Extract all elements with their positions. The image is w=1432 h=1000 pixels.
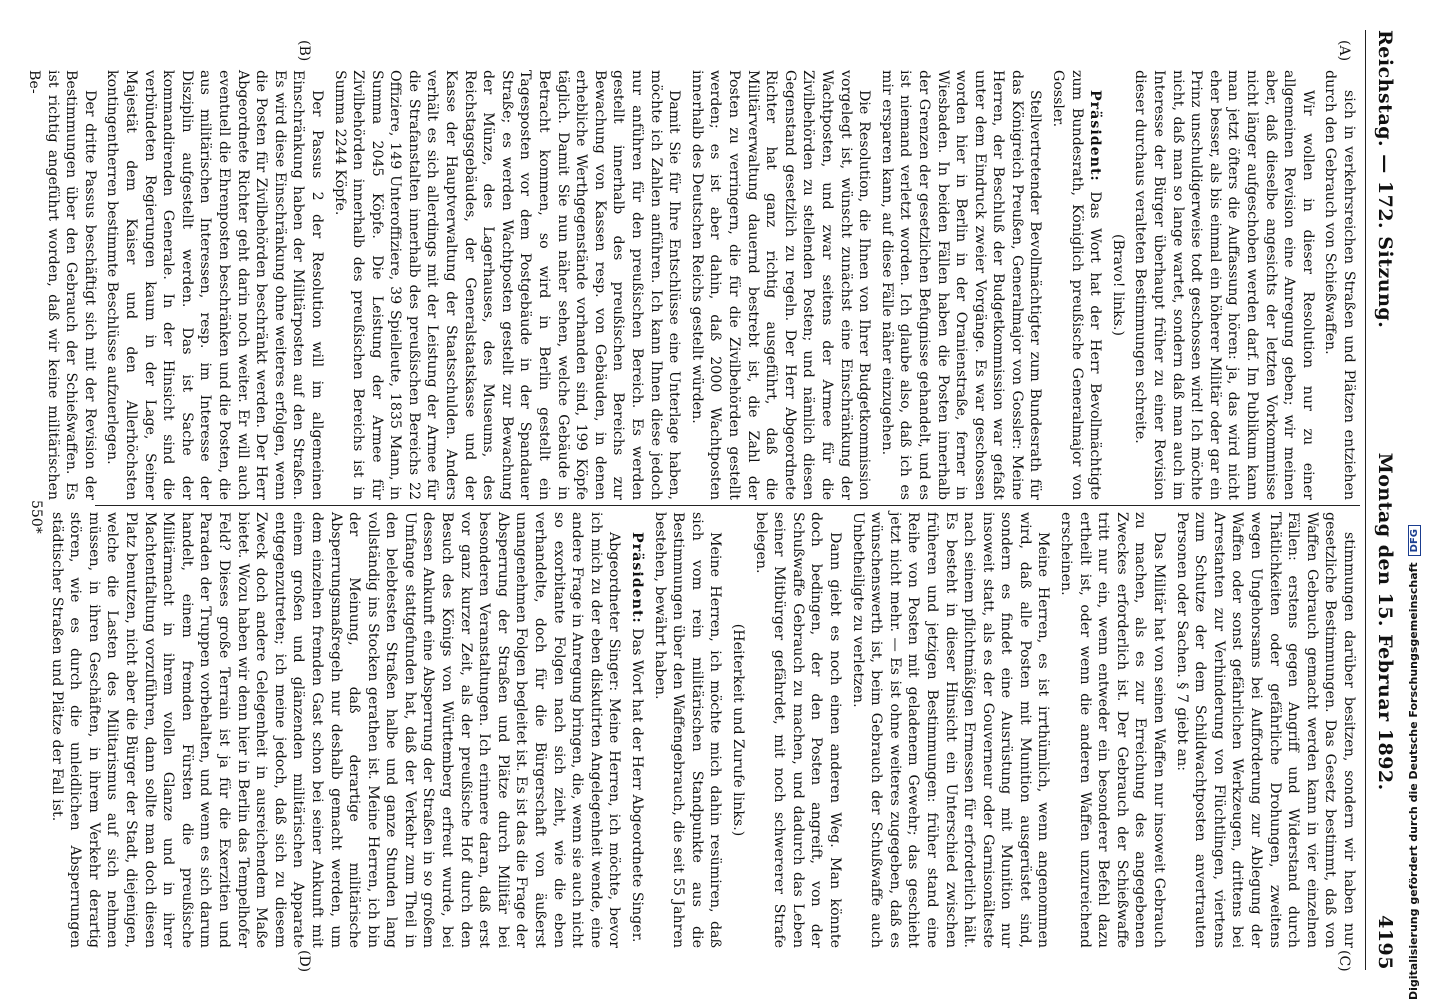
digitization-credit	[1405, 0, 1425, 1000]
column-divider	[95, 505, 1360, 506]
paragraph-text: Meine Herren, ich möchte mich dahin resümiren, daß sich vom rein militärischen Standpunkte aus die Bestimmungen über den Waffengebrauch, die seit 55 Jahren bestehen, bewährt haben.	[651, 512, 724, 948]
credit-line	[1407, 525, 1421, 1000]
paragraph-text: Das Wort hat der Herr Abgeordnete Singer.	[629, 628, 646, 943]
header-left: Reichstag. — 172. Sitzung.	[1374, 30, 1396, 329]
paragraph-text: Abgeordneter Singer: Meine Herren, ich möchte, bevor ich mich zu der eben diskutirten Angelegenheit wende, eine andere Frage in Anregung bringen, die, wenn sie auch nicht so exorbitante Folgen nach sich zieht, wie die eben verhandelte, doch für die Bürgerschaft von äußerst unangenehmen Folgen begleitet ist. Es ist das die Frage der Absperrung der Straßen und Plätze durch Militär bei besonderen Veranstaltungen. Ich erinnere daran, daß erst vor ganz kurzer Zeit, als der preußische Hof durch den Besuch des Königs von Württemberg erfreut wurde, bei dessen Ankunft eine Absperrung der Straßen in so großem Umfange stattgefunden hat, daß der Verkehr zum Theil in den belebtesten Straßen halbe und ganze Stunden lang vollständig ins Stocken gerathen ist. Meine Herren, ich bin der Meinung, daß derartige militärische Absperrungsmaßregeln nur deshalb gemacht werden, um dem einzelnen fremden Gast schon bei seiner Ankunft mit einem großen und glänzenden militärischen Apparate entgegenzutreten; ich meine jedoch, daß sich zu diesem Zweck doch andere Gelegenheit in ausreichendem Maße bietet. Wozu haben wir denn hier in Berlin das Tempelhofer Feld? Dieses große Terrain ist ja für die Exerzitien und Paraden der Truppen vorbehalten, und wenn es sich darum handelt, einem fremden Fürsten die preußische Militärmacht in ihrem vollen Glanze und in ihrer Machtentfaltung vorzuführen, dann sollte man doch diesen Platz benutzen, nicht aber die Bürger der Stadt, diejenigen, welche die Lasten des Militarismus auf sich nehmen müssen, in ihren Geschäften, in ihrem Verkehr derartig stören, wie es durch die unleidlichen Absperrungen städtischer Straßen und Plätze der Fall ist.	[48, 512, 623, 948]
paragraph-text: Das Militär hat von seinen Waffen nur insoweit Gebrauch zu machen, als es zur Erreichung des angegebenen Zweckes erforderlich ist. Der Gebrauch der Schießwaffe tritt nur ein, wenn entweder ein besonderer Befehl dazu ertheilt ist, oder wenn die anderen Waffen unzureichend erscheinen.	[1058, 512, 1168, 948]
speaker-name: Präsident:	[629, 532, 646, 624]
margin-marker-d: (D)	[296, 950, 312, 973]
paragraph	[687, 70, 873, 500]
paragraph	[1321, 70, 1358, 500]
paragraph-text: sich in verkehrsreichen Straßen und Plätzen entziehen durch den Gebrauch von Schießwaffen.	[1322, 70, 1357, 500]
paragraph	[330, 70, 683, 500]
paragraph-text: Stellvertretender Bevollmächtigter zum Bundesrath für das Königreich Preußen, Generalmajor von Gossler: Meine Herren, der Beschluß der Budgetkommission war gefaßt unter dem Eindruck zweier Vorgänge. Es war geschossen worden hier in Berlin in der Oranienstraße, ferner in Wiesbaden. In beiden Fällen haben die Posten innerhalb der Grenzen der gesetzlichen Befugnisse gehandelt, und es ist niemand verletzt worden. Ich glaube also, daß ich es mir ersparen kann, auf diese Fälle näher einzugehen.	[878, 70, 1044, 500]
paragraph-text: Der dritte Passus beschäftigt sich mit der Revision der Bestimmungen über den Gebrauch der Schießwaffen. Es ist richtig angeführt worden, daß wir keine militärischen Be-	[26, 70, 98, 500]
paragraph-text: Der Passus 2 der Resolution will im allgemeinen Einschränkung haben der Militärposten auf den Straßen. Es wird diese Einschränkung ohne weiteres erfolgen, wenn die Posten für Zivilbehörden beschränkt werden. Der Herr Abgeordnete Richter geht darin noch weiter. Er will auch eventuell die Ehrenposten beschränken und die Posten, die aus militärischen Interessen, resp. im Interesse der Disziplin aufgestellt werden. Das ist Sache der kommandirenden Generale. In der Hinsicht sind die verbündeten Regierungen kaum in der Lage, Seiner Majestät dem Kaiser und den Allerhöchsten kontingentherren bestimmte Beschlüsse aufzuerlegen.	[104, 70, 325, 500]
speaker-paragraph	[627, 512, 646, 948]
dfg-logo: DFG	[1408, 525, 1421, 556]
speaker-paragraph	[1049, 70, 1105, 500]
paragraph-text: Damit Sie für Ihre Entschlüsse eine Unterlage haben, möchte ich Zahlen anführen. Ich kann Ihnen diese jedoch nur anführen für den preußischen Bereich. Es werden gestellt innerhalb des preußischen Bereichs zur Bewachung von Kassen resp. von Gebäuden, in denen erhebliche Werthgegenstände vorhanden sind, 199 Köpfe täglich. Damit Sie nun näher sehen, welche Gebäude in Betracht kommen, so wird in Berlin gestellt ein Tagesposten vor dem Postgebäude in der Spandauer Straße; es werden Wachtposten gestellt zur Bewachung der Münze, des Lagerhauses, des Museums, des Reichstagsgebäudes, der Generalstaatskasse und der Kasse der Hauptverwaltung der Staatsschulden. Anders verhält es sich allerdings mit der Leistung der Armee für die Strafanstalten innerhalb des preußischen Bereichs 22 Offiziere, 149 Unteroffiziere, 39 Spielleute, 1835 Mann, in Summa 2045 Köpfe. Die Leistung der Armee für Zivilbehörden innerhalb des preußischen Bereichs ist in Summa 2244 Köpfe.	[331, 70, 683, 500]
paragraph-text: Meine Herren, es ist irrthümlich, wenn angenommen wird, daß alle Posten mit Munition ausgerüstet sind, sondern es findet eine Ausrüstung mit Munition nur insoweit statt, als es der Gouverneur oder Garnisonälteste nach seinem pflichtmäßigen Ermessen für erforderlich hält. Es besteht in dieser Hinsicht ein Unterschied zwischen früheren und jetzigen Bestimmungen: früher stand eine Reihe von Posten mit geladenem Gewehr; das geschieht jetzt nicht mehr. — Es ist ohne weiteres zugegeben, daß es wünschenswerth ist, beim Gebrauch der Schußwaffe auch Unbetheiligte zu verletzen.	[849, 512, 1052, 948]
header-page-number: 4195	[1374, 915, 1396, 970]
paragraph-text: Dann giebt es noch einen anderen Weg. Man könnte doch bedingen, der den Posten angreift, von der Schußwaffe Gebrauch zu machen, und dadurch das Leben seiner Mitbürger gefährdet, mit noch schwererer Strafe belegen.	[752, 512, 843, 948]
bottom-page-number: 550*	[28, 500, 44, 534]
paragraph	[103, 70, 326, 500]
paragraph-text: Das Wort hat der Herr Bevollmächtigte zum Bundesrath, Königlich preußische Generalmajor von Gossler.	[1050, 70, 1104, 500]
paragraph-text: (Bravo! links.)	[1109, 233, 1126, 337]
interjection	[728, 512, 747, 948]
credit-text: Digitalisierung gefördert durch die Deutsche Forschungsgemeinschaft	[1407, 562, 1420, 1000]
paragraph	[848, 512, 1053, 948]
paragraph-text: Die Resolution, die Ihnen von Ihrer Budgetkommission vorgelegt ist, wünscht zunächst eine Einschränkung der Wachtposten, und zwar seitens der Armee für die Zivilbehörden zu stellenden Posten; und nämlich diesen Gegenstand gesetzlich zu regeln. Der Herr Abgeordnete Richter hat ganz richtig ausgeführt, daß die Militärverwaltung dauernd bestrebt ist, die Zahl der Posten zu verringern, die für die Zivilbehörden gestellt werden; es ist aber dahin, daß 2000 Wachtposten innerhalb des Deutschen Reichs gestellt würden.	[688, 70, 873, 500]
paragraph	[1172, 512, 1358, 948]
paragraph-text: (Heiterkeit und Zurufe links.)	[730, 623, 746, 837]
header-center: Montag den 15. Februar 1892.	[1374, 452, 1396, 791]
paragraph-text: stimmungen darüber besitzen, sondern wir haben nur gesetzliche Bestimmungen. Das Gesetz bestimmt, daß von Waffen Gebrauch gemacht werden kann in vier einzelnen Fällen: erstens gegen Angriff und Widerstand durch Thätlichkeiten oder gefährliche Drohungen, zweitens wegen Ungehorsams bei Aufforderung zur Ablegung der Waffen oder sonst gefährlichen Werkzeugen, drittens bei Arrestanten zur Verhinderung von Flüchtlingen, viertens zum Schutze der dem Schildwachtposten anvertrauten Personen oder Sachen. § 7 giebt an:	[1173, 512, 1357, 948]
paragraph	[751, 512, 844, 948]
right-column	[48, 512, 1358, 948]
interjection	[1108, 70, 1127, 500]
header-rule	[1365, 30, 1366, 970]
paragraph	[24, 70, 98, 500]
paragraph-text: Wir wollen in dieser Resolution nur zu einer allgemeinen Revision eine Anregung geben; wir meinen aber, daß dieselbe angesichts der letzten Vorkommnisse nicht länger aufgeschoben werden darf. Im Publikum kann man jetzt öfters die Auffassung hören: ja, das wird nicht eher besser, als bis einmal ein höherer Militär oder gar ein Prinz unschuldigerweise todt geschossen wird! Ich möchte nicht, daß man so lange wartet, sondern daß man auch im Interesse der Bürger überhaupt früher zu einer Revision dieser durchaus veralteten Bestimmungen schreite.	[1132, 70, 1316, 500]
paragraph	[650, 512, 724, 948]
margin-marker-a: (A)	[1336, 40, 1352, 62]
left-column	[26, 70, 1358, 500]
paragraph	[1057, 512, 1169, 948]
margin-marker-b: (B)	[296, 40, 312, 62]
running-header	[1368, 30, 1402, 970]
paragraph	[877, 70, 1044, 500]
paragraph	[1131, 70, 1317, 500]
speaker-name: Präsident:	[1087, 90, 1104, 182]
paragraph	[47, 512, 623, 948]
margin-marker-c: (C)	[1336, 950, 1352, 972]
